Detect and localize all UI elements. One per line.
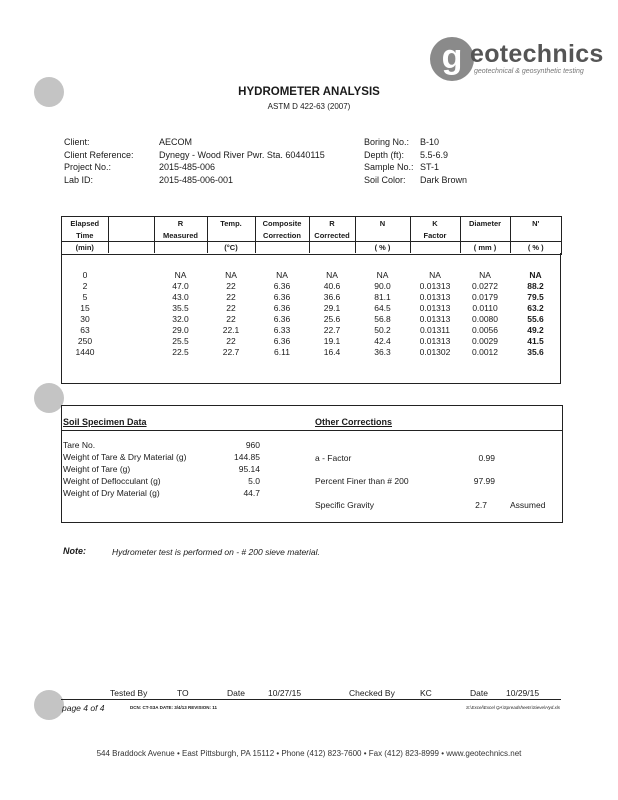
- table-cell: 88.2: [527, 280, 544, 291]
- table-cell: 81.1: [374, 291, 391, 302]
- info-label: Lab ID:: [64, 174, 94, 185]
- table-cell: 0.01313: [419, 313, 451, 324]
- correction-label: Specific Gravity: [315, 500, 375, 510]
- unit-header: [309, 241, 355, 253]
- info-value: 5.5-6.9: [420, 149, 449, 160]
- column-header: Time: [62, 229, 108, 241]
- checked-date-label: Date: [470, 688, 488, 698]
- table-cell: 0.01302: [419, 346, 451, 357]
- table-cell: 6.36: [273, 313, 291, 324]
- table-cell: 19.1: [323, 335, 341, 346]
- info-value: 2015-485-006: [159, 162, 216, 172]
- unit-header: [108, 241, 154, 253]
- unit-header: ( mm ): [460, 241, 510, 253]
- punch-hole: [34, 383, 64, 413]
- correction-value: 2.7: [475, 500, 487, 510]
- table-cell: [108, 346, 154, 357]
- table-cell: 0.0080: [472, 313, 498, 324]
- info-value: ST-1: [420, 162, 440, 172]
- table-cell: 30: [80, 313, 90, 324]
- table-cell: 56.8: [374, 313, 391, 324]
- punch-hole: [34, 690, 64, 720]
- table-units-row: [62, 241, 561, 253]
- table-cell: 250: [77, 335, 93, 346]
- divider: [61, 430, 562, 431]
- logo-mark: g: [430, 37, 474, 81]
- specimen-value: 960: [245, 440, 260, 450]
- table-cell: 0.0110: [472, 302, 498, 313]
- table-row: [62, 346, 561, 357]
- table-cell: 50.2: [374, 324, 391, 335]
- logo-wordmark: eotechnics: [470, 40, 604, 68]
- column-header: N: [355, 217, 410, 229]
- table-cell: [108, 291, 154, 302]
- table-cell: 5: [82, 291, 88, 302]
- specimen-value: 95.14: [238, 464, 260, 474]
- table-cell: 0.0272: [472, 280, 498, 291]
- column-header: R: [154, 217, 207, 229]
- table-cell: 49.2: [527, 324, 544, 335]
- table-cell: 64.5: [374, 302, 391, 313]
- table-cell: NA: [529, 269, 542, 280]
- table-row: [62, 291, 561, 302]
- signoff-rule: [61, 699, 561, 700]
- table-cell: 36.3: [374, 346, 391, 357]
- table-cell: 25.6: [323, 313, 341, 324]
- table-cell: 90.0: [374, 280, 391, 291]
- unit-header: ( % ): [355, 241, 410, 253]
- table-cell: 0.0179: [472, 291, 498, 302]
- table-cell: 43.0: [172, 291, 189, 302]
- table-row: [62, 324, 561, 335]
- tested-date: 10/27/15: [268, 688, 302, 698]
- info-value: AECOM: [159, 137, 193, 147]
- table-cell: 35.5: [172, 302, 189, 313]
- column-header: [460, 229, 510, 241]
- info-label: Boring No.:: [364, 137, 410, 147]
- column-header: [108, 229, 154, 241]
- table-header-row: [62, 217, 561, 229]
- info-value: Dark Brown: [420, 174, 468, 185]
- table-row: [62, 269, 561, 280]
- correction-label: a - Factor: [315, 453, 352, 463]
- logo-tagline: geotechnical & geosynthetic testing: [474, 68, 584, 75]
- table-cell: 0: [82, 269, 88, 280]
- table-cell: 47.0: [172, 280, 189, 291]
- info-value: 2015-485-006-001: [159, 174, 234, 185]
- correction-value: 0.99: [478, 453, 495, 463]
- table-cell: [108, 335, 154, 346]
- page-title: HYDROMETER ANALYSIS: [238, 86, 380, 98]
- table-cell: NA: [479, 269, 491, 280]
- table-cell: 25.5: [172, 335, 189, 346]
- table-cell: [108, 313, 154, 324]
- page-subtitle: ASTM D 422-63 (2007): [267, 102, 351, 111]
- info-label: Sample No.:: [364, 162, 414, 172]
- specimen-label: Weight of Tare (g): [63, 464, 131, 474]
- tested-by-label: Tested By: [110, 688, 148, 698]
- column-header: [108, 217, 154, 229]
- tested-by: TO: [177, 688, 189, 698]
- specimen-value: 144.85: [234, 452, 260, 462]
- table-cell: 0.0029: [472, 335, 498, 346]
- table-cell: 0.01311: [419, 324, 451, 335]
- table-cell: 22: [226, 335, 236, 346]
- unit-header: [154, 241, 207, 253]
- table-header-row: [62, 229, 561, 241]
- table-cell: 29.0: [172, 324, 189, 335]
- company-address: 544 Braddock Avenue • East Pittsburgh, PA 15112 • Phone (412) 823-7600 • Fax (412) 823-8999 • www.geotechnics.net: [96, 749, 522, 758]
- page-number: page 4 of 4: [62, 703, 105, 713]
- table-cell: 0.01313: [419, 302, 451, 313]
- info-value: Dynegy - Wood River Pwr. Sta. 60440115: [159, 149, 325, 160]
- table-cell: 0.01313: [419, 291, 451, 302]
- table-cell: 36.6: [323, 291, 341, 302]
- table-cell: 22.7: [323, 324, 341, 335]
- checked-date: 10/29/15: [506, 688, 540, 698]
- table-cell: 0.0012: [472, 346, 498, 357]
- table-cell: 22: [226, 280, 236, 291]
- table-cell: 15: [80, 302, 90, 313]
- correction-value: 97.99: [473, 476, 495, 486]
- note-label: Note:: [63, 546, 86, 556]
- table-cell: 32.0: [172, 313, 189, 324]
- table-cell: NA: [326, 269, 338, 280]
- specimen-label: Weight of Deflocculant (g): [63, 476, 161, 486]
- table-cell: 40.6: [323, 280, 341, 291]
- column-header: K: [410, 217, 460, 229]
- table-row: [62, 313, 561, 324]
- column-header: Correction: [255, 229, 309, 241]
- table-cell: 22: [226, 302, 236, 313]
- table-cell: 22: [226, 313, 236, 324]
- unit-header: (°C): [207, 241, 255, 253]
- table-cell: 0.01313: [419, 280, 451, 291]
- specimen-label: Weight of Dry Material (g): [63, 488, 160, 498]
- table-cell: [108, 280, 154, 291]
- note-text: Hydrometer test is performed on - # 200 sieve material.: [112, 547, 320, 557]
- column-header: Factor: [410, 229, 460, 241]
- table-cell: 29.1: [323, 302, 341, 313]
- column-header: Diameter: [460, 217, 510, 229]
- column-header: [510, 229, 561, 241]
- table-cell: 16.4: [323, 346, 341, 357]
- table-row: [62, 335, 561, 346]
- column-header: Temp.: [207, 217, 255, 229]
- table-cell: 79.5: [527, 291, 544, 302]
- table-cell: NA: [276, 269, 288, 280]
- info-label: Client:: [64, 137, 90, 147]
- column-header: Corrected: [309, 229, 355, 241]
- table-cell: 35.6: [527, 346, 544, 357]
- specimen-title: Soil Specimen Data: [63, 417, 147, 427]
- table-cell: 6.36: [273, 291, 291, 302]
- column-header: [355, 229, 410, 241]
- specimen-label: Weight of Tare & Dry Material (g): [63, 452, 187, 462]
- correction-label: Percent Finer than # 200: [315, 476, 409, 486]
- tested-date-label: Date: [227, 688, 245, 698]
- table-cell: 1440: [75, 346, 95, 357]
- table-cell: 55.6: [527, 313, 544, 324]
- info-label: Depth (ft):: [364, 149, 405, 160]
- table-cell: NA: [429, 269, 441, 280]
- table-cell: 2: [82, 280, 88, 291]
- table-cell: 0.01313: [419, 335, 451, 346]
- table-cell: 6.11: [274, 346, 290, 357]
- column-header: N': [532, 218, 540, 228]
- unit-header: ( % ): [527, 242, 544, 252]
- table-cell: 6.36: [273, 302, 291, 313]
- unit-header: [410, 241, 460, 253]
- column-header: Measured: [154, 229, 207, 241]
- table-cell: 6.33: [273, 324, 291, 335]
- column-header: Composite: [255, 217, 309, 229]
- specimen-value: 5.0: [248, 476, 260, 486]
- checked-by-label: Checked By: [349, 688, 395, 698]
- table-cell: 42.4: [374, 335, 391, 346]
- table-cell: 22.7: [222, 346, 240, 357]
- unit-header: [255, 241, 309, 253]
- table-cell: NA: [174, 269, 187, 280]
- info-label: Soil Color:: [364, 174, 406, 185]
- table-cell: 22: [226, 291, 236, 302]
- table-cell: NA: [225, 269, 237, 280]
- divider: [61, 383, 561, 384]
- column-header: Elapsed: [62, 217, 108, 229]
- table-cell: 41.5: [527, 335, 544, 346]
- table-cell: 22.1: [222, 324, 240, 335]
- table-cell: 63.2: [527, 302, 544, 313]
- table-cell: 22.5: [172, 346, 189, 357]
- info-value: B-10: [420, 137, 440, 147]
- table-cell: 63: [80, 324, 90, 335]
- checked-by: KC: [420, 688, 432, 698]
- unit-header: (min): [62, 241, 108, 253]
- corrections-title: Other Corrections: [315, 417, 393, 427]
- table-row: [62, 302, 561, 313]
- document-code: DCN: CT-S3A DATE: 3/4/13 REVISION: 11: [130, 705, 218, 710]
- table-cell: [108, 269, 154, 280]
- table-cell: [108, 324, 154, 335]
- column-header: R: [309, 217, 355, 229]
- file-path: S:\Excel\Excel QA\Spreadsheets\Sieve\Hyd.xls: [465, 705, 560, 710]
- column-header: [207, 229, 255, 241]
- table-cell: NA: [376, 269, 389, 280]
- table-cell: 6.36: [273, 335, 291, 346]
- table-cell: [108, 302, 154, 313]
- table-cell: 6.36: [273, 280, 291, 291]
- table-cell: 0.0056: [472, 324, 498, 335]
- correction-note: Assumed: [510, 500, 546, 510]
- hydrometer-table: [62, 217, 561, 357]
- info-label: Client Reference:: [64, 149, 134, 160]
- specimen-label: Tare No.: [63, 440, 96, 450]
- specimen-value: 44.7: [243, 488, 260, 498]
- info-label: Project No.:: [64, 162, 112, 172]
- table-row: [62, 280, 561, 291]
